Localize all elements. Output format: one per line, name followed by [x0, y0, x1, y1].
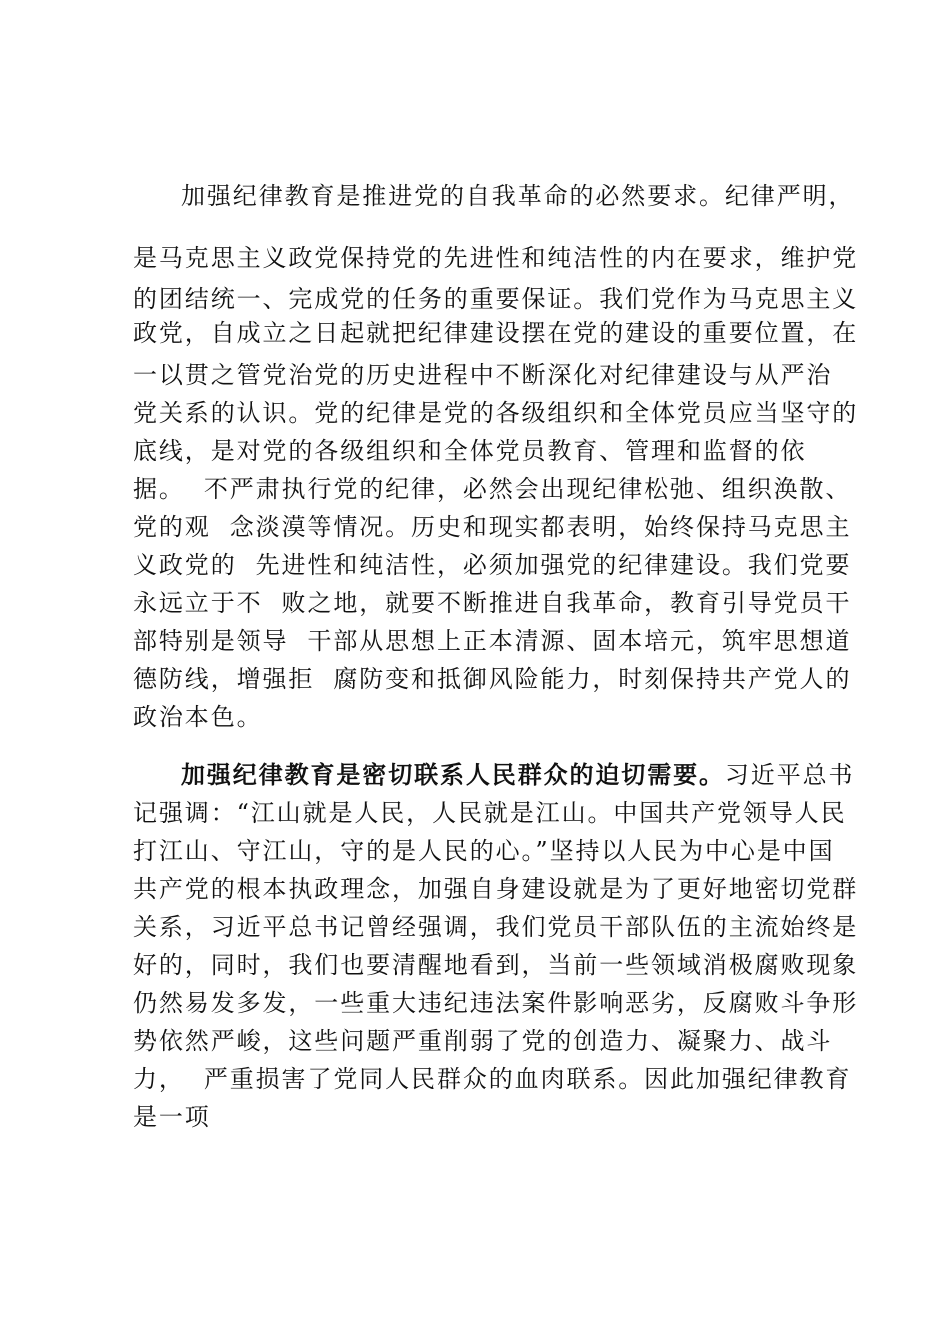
paragraph-1-line-8: 据。 不严肃执行党的纪律，必然会出现纪律松弛、组织涣散、: [133, 475, 852, 503]
paragraph-1-line-4: 政党，自成立之日起就把纪律建设摆在党的建设的重要位置，在: [133, 319, 859, 347]
paragraph-2-line-8: 势依然严峻，这些问题严重削弱了党的创造力、凝聚力、战斗: [133, 1027, 833, 1055]
paragraph-1-line-5: 一以贯之管党治党的历史进程中不断深化对纪律建设与从严治: [133, 361, 833, 389]
paragraph-2-line-3: 打江山、守江山，守的是人民的心。”坚持以人民为中心是中国: [133, 837, 835, 865]
paragraph-1-line-9: 党的观 念淡漠等情况。历史和现实都表明，始终保持马克思主: [133, 513, 852, 541]
paragraph-1-line-13: 德防线，增强拒 腐防变和抵御风险能力，时刻保持共产党人的: [133, 665, 852, 693]
paragraph-2-line-9: 力， 严重损害了党同人民群众的血肉联系。因此加强纪律教育: [133, 1065, 852, 1093]
paragraph-2-heading: 加强纪律教育是密切联系人民群众的迫切需要。: [181, 760, 725, 789]
paragraph-1-line-6: 党关系的认识。党的纪律是党的各级组织和全体党员应当坚守的: [133, 399, 859, 427]
paragraph-2-line-10: 是一项: [133, 1103, 211, 1131]
paragraph-2-line-2: 记强调：“江山就是人民，人民就是江山。中国共产党领导人民: [133, 799, 847, 827]
paragraph-2-line-4: 共产党的根本执政理念，加强自身建设就是为了更好地密切党群: [133, 875, 859, 903]
paragraph-1-line-10: 义政党的 先进性和纯洁性，必须加强党的纪律建设。我们党要: [133, 551, 852, 579]
paragraph-1-line-1: 加强纪律教育是推进党的自我革命的必然要求。纪律严明，: [181, 182, 855, 210]
paragraph-1-line-12: 部特别是领导 干部从思想上正本清源、固本培元，筑牢思想道: [133, 627, 852, 655]
paragraph-1-line-14: 政治本色。: [133, 703, 263, 731]
paragraph-1-line-11: 永远立于不 败之地，就要不断推进自我革命，教育引导党员干: [133, 589, 852, 617]
paragraph-2-line-5: 关系，习近平总书记曾经强调，我们党员干部队伍的主流始终是: [133, 913, 859, 941]
paragraph-1-line-2: 是马克思主义政党保持党的先进性和纯洁性的内在要求，维护党: [133, 244, 859, 272]
paragraph-2-line-7: 仍然易发多发，一些重大违纪违法案件影响恶劣，反腐败斗争形: [133, 989, 859, 1017]
paragraph-1-line-3: 的团结统一、完成党的任务的重要保证。我们党作为马克思主义: [133, 285, 859, 313]
paragraph-1-line-7: 底线，是对党的各级组织和全体党员教育、管理和监督的依: [133, 437, 807, 465]
paragraph-2-line-6: 好的，同时，我们也要清醒地看到，当前一些领域消极腐败现象: [133, 951, 859, 979]
paragraph-2-first-line-rest: 习近平总书: [724, 761, 855, 789]
paragraph-2-line-1: [181, 759, 854, 791]
